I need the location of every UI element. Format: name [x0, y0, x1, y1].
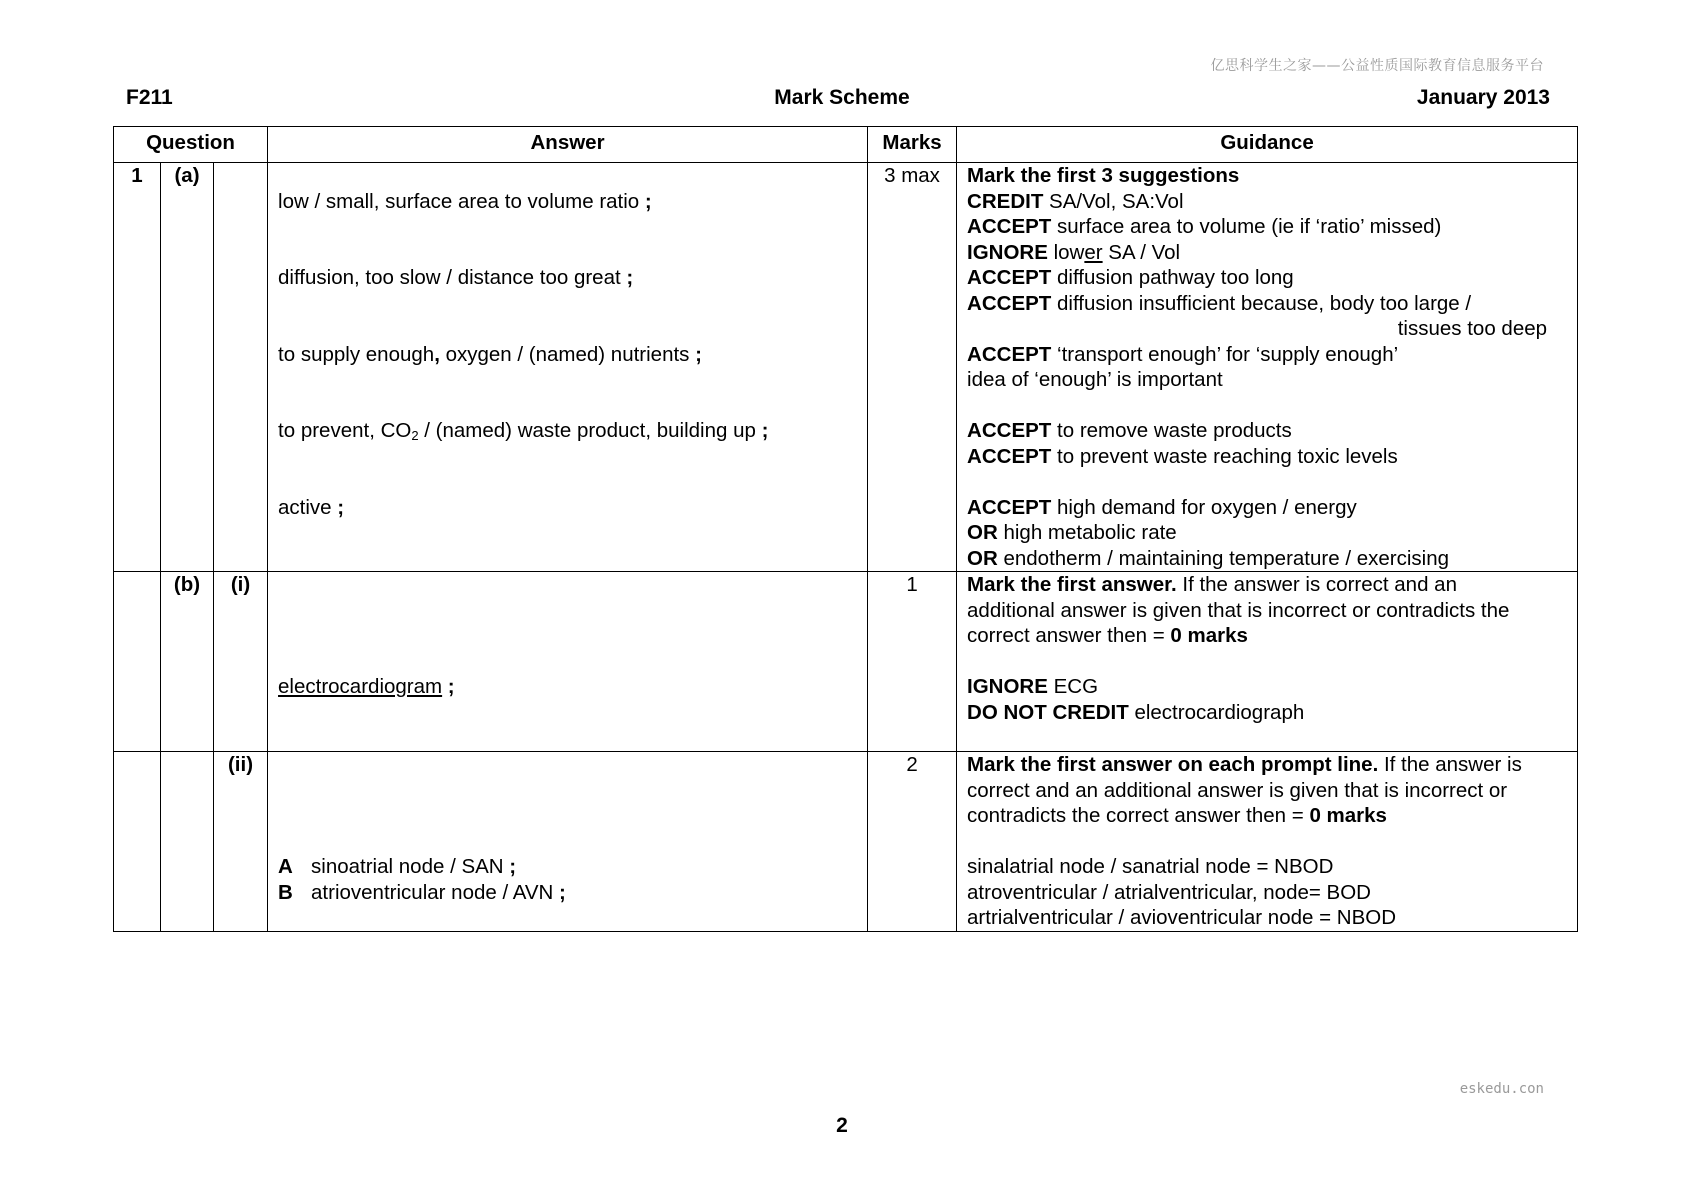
question-part — [161, 752, 214, 932]
question-header: Question — [114, 127, 268, 163]
mark-scheme-table — [113, 126, 1578, 932]
header-title: Mark Scheme — [774, 86, 910, 109]
question-number — [114, 572, 161, 752]
answer-point: B atrioventricular node / AVN ; — [278, 880, 566, 904]
table-row-1a — [114, 163, 1578, 572]
question-number — [114, 752, 161, 932]
guidance-cell: Mark the first 3 suggestions CREDIT SA/Vol, SA:Vol ACCEPT surface area to volume (ie if ‘ratio’ missed) IGNORE lower SA / Vol ACCEPT diffusion pathway too long ACCEPT diffusion insufficient because, body too large / tissues too deep ACCEPT ‘transport enough’ for ‘supply enough’ idea of ‘enough’ is important ACCEPT to remove waste products ACCEPT to prevent waste reaching toxic levels ACCEPT high demand for oxygen / energy OR high metabolic rate OR endotherm / maintaining temperature / exercising — [957, 163, 1578, 572]
question-subpart — [214, 163, 268, 572]
question-part: (a) — [161, 163, 214, 572]
question-subpart: (ii) — [214, 752, 268, 932]
answer-point: electrocardiogram ; — [278, 675, 455, 698]
watermark-top: 亿思科学生之家——公益性质国际教育信息服务平台 — [1210, 58, 1544, 74]
answer-header: Answer — [268, 127, 868, 163]
guidance-header: Guidance — [957, 127, 1578, 163]
question-number: 1 — [114, 163, 161, 572]
table-row-1b-ii — [114, 752, 1578, 932]
marks-cell: 1 — [868, 572, 957, 752]
answer-point: A sinoatrial node / SAN ; — [278, 855, 517, 878]
answer-cell — [268, 572, 868, 752]
answer-point: to prevent, $CO_2$ / (named) waste product, building up ; — [278, 419, 769, 443]
answer-point: active ; — [278, 495, 345, 519]
watermark-bottom: eskedu.con — [1459, 1081, 1544, 1097]
question-subpart: (i) — [214, 572, 268, 752]
answer-cell — [268, 752, 868, 932]
header-paper-code: F211 — [126, 86, 173, 109]
answer-point: to supply enough, oxygen / (named) nutrients ; — [278, 342, 702, 366]
page-number: 2 — [836, 1114, 848, 1137]
answer-point: low / small, surface area to volume ratio ; — [278, 189, 652, 213]
table-header-row — [114, 127, 1578, 163]
question-part: (b) — [161, 572, 214, 752]
answer-point: diffusion, too slow / distance too great ; — [278, 266, 634, 289]
marks-header: Marks — [868, 127, 957, 163]
marks-cell: 2 — [868, 752, 957, 932]
header-date: January 2013 — [1416, 86, 1550, 109]
table-row-1b-i — [114, 572, 1578, 752]
answer-cell — [268, 163, 868, 572]
guidance-cell: Mark the first answer. If the answer is correct and an additional answer is given that is incorrect or contradicts the correct answer then = 0 marks IGNORE ECG DO NOT CREDIT electrocardiograph — [957, 572, 1578, 752]
guidance-cell: Mark the first answer on each prompt line. If the answer is correct and an additional answer is given that is incorrect or contradicts the correct answer then = 0 marks sinalatrial node / sanatrial node = NBOD atroventricular / atrialventricular, node= BOD artrialventricular / avioventricular node = NBOD — [957, 752, 1578, 932]
marks-cell: 3 max — [868, 163, 957, 572]
